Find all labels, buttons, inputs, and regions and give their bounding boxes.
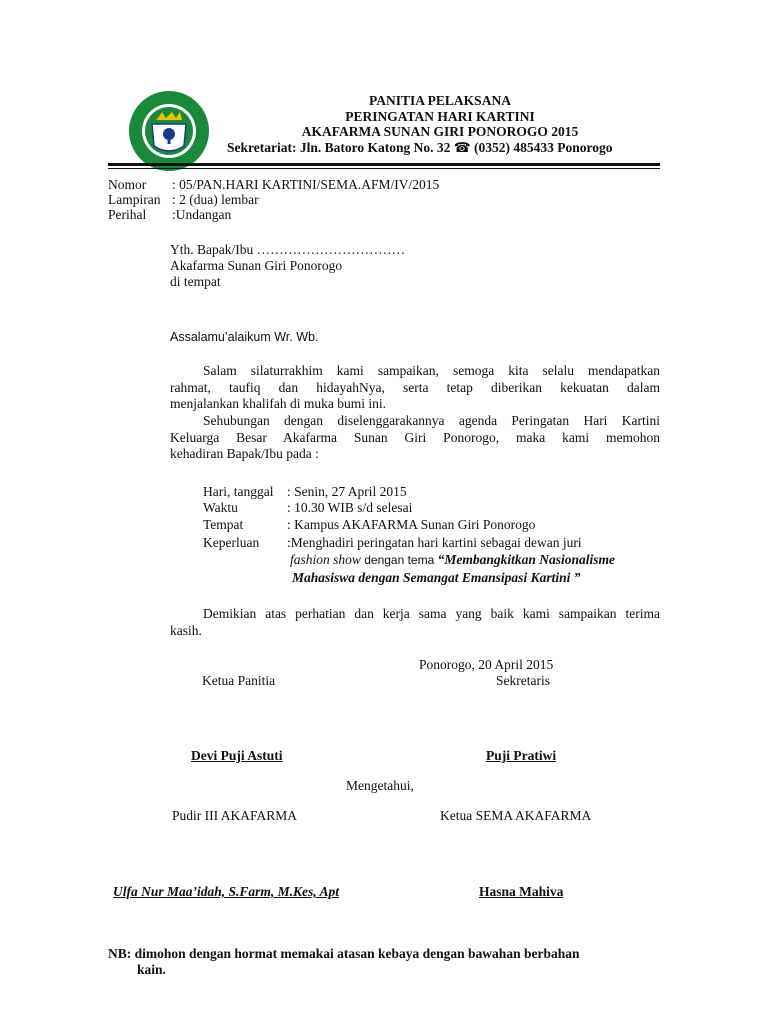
- header-divider-thin: [108, 168, 660, 169]
- sekretaris-name: Puji Pratiwi: [486, 748, 557, 763]
- waktu-label: Waktu: [203, 500, 238, 515]
- greeting: Assalamu’alaikum Wr. Wb.: [170, 330, 319, 344]
- para1-line-2: rahmat, taufiq dan hidayahNya, serta tetap diberikan kekuatan dalam: [170, 380, 660, 395]
- waktu-value: : 10.30 WIB s/d selesai: [287, 500, 413, 515]
- header-divider-thick: [108, 163, 660, 166]
- phone-text: (0352) 485433 Ponorogo: [473, 140, 613, 155]
- fashion-show-text: fashion show: [290, 552, 361, 567]
- header-address: [227, 140, 612, 156]
- sekretaris-title: Sekretaris: [496, 673, 550, 688]
- theme-line-1: “Membangkitkan Nasionalisme: [437, 552, 616, 567]
- para2-line-3: kehadiran Bapak/Ibu pada :: [170, 446, 319, 461]
- keperluan-label: Keperluan: [203, 535, 260, 550]
- closing-line-1: Demikian atas perhatian dan kerja sama yang baik kami sampaikan terima: [203, 606, 660, 621]
- header-line-3: AKAFARMA SUNAN GIRI PONOROGO 2015: [301, 124, 579, 139]
- para1-line-3: menjalankan khalifah di muka bumi ini.: [170, 396, 386, 411]
- ketua-panitia-title: Ketua Panitia: [202, 673, 276, 688]
- theme-line-2: Mahasiswa dengan Semangat Emansipasi Kartini: [292, 570, 571, 585]
- lampiran-label: Lampiran: [108, 192, 161, 207]
- recipient-line-1: Yth. Bapak/Ibu ……………………………: [170, 242, 406, 257]
- theme-close: ”: [570, 570, 581, 585]
- closing-line-2: kasih.: [170, 623, 202, 638]
- hari-label: Hari, tanggal: [203, 484, 274, 499]
- header-line-1: PANITIA PELAKSANA: [369, 93, 511, 108]
- keperluan-line-3: [292, 570, 580, 586]
- hari-value: : Senin, 27 April 2015: [287, 484, 407, 499]
- tempat-label: Tempat: [203, 517, 244, 532]
- phone-icon: ☎: [453, 140, 471, 155]
- para1-line-1: Salam silaturrakhim kami sampaikan, semoga kita selalu mendapatkan: [203, 363, 660, 378]
- recipient-line-3: di tempat: [170, 274, 221, 289]
- para2-line-1: Sehubungan dengan diselenggarakannya agenda Peringatan Hari Kartini: [203, 413, 660, 428]
- header-line-2: PERINGATAN HARI KARTINI: [345, 109, 535, 124]
- para2-line-2: Keluarga Besar Akafarma Sunan Giri Ponorogo, maka kami memohon: [170, 430, 660, 445]
- place-date: Ponorogo, 20 April 2015: [419, 657, 554, 672]
- organization-logo: [128, 90, 210, 172]
- keperluan-line-2: [290, 552, 615, 568]
- tempat-value: : Kampus AKAFARMA Sunan Giri Ponorogo: [287, 517, 536, 532]
- pudir-title: Pudir III AKAFARMA: [172, 808, 298, 823]
- sema-title: Ketua SEMA AKAFARMA: [440, 808, 592, 823]
- note-line-1: NB: dimohon dengan hormat memakai atasan kebaya dengan bawahan berbahan: [108, 946, 580, 961]
- recipient-line-2: Akafarma Sunan Giri Ponorogo: [170, 258, 343, 273]
- address-text: Sekretariat: Jln. Batoro Katong No. 32: [227, 140, 451, 155]
- perihal-label: Perihal: [108, 207, 147, 222]
- perihal-value: :Undangan: [172, 207, 232, 222]
- lampiran-value: : 2 (dua) lembar: [172, 192, 259, 207]
- dengan-tema-text: dengan tema: [360, 553, 438, 567]
- pudir-name: Ulfa Nur Maa’idah, S.Farm, M.Kes, Apt: [113, 884, 340, 899]
- keperluan-value: :Menghadiri peringatan hari kartini sebagai dewan juri: [287, 535, 582, 550]
- mengetahui-label: Mengetahui,: [346, 778, 414, 793]
- note-line-2: kain.: [137, 962, 166, 977]
- sema-name: Hasna Mahiva: [479, 884, 564, 899]
- ketua-panitia-name: Devi Puji Astuti: [191, 748, 283, 763]
- nomor-label: Nomor: [108, 177, 147, 192]
- logo-emblem: [128, 90, 210, 172]
- nomor-value: : 05/PAN.HARI KARTINI/SEMA.AFM/IV/2015: [172, 177, 440, 192]
